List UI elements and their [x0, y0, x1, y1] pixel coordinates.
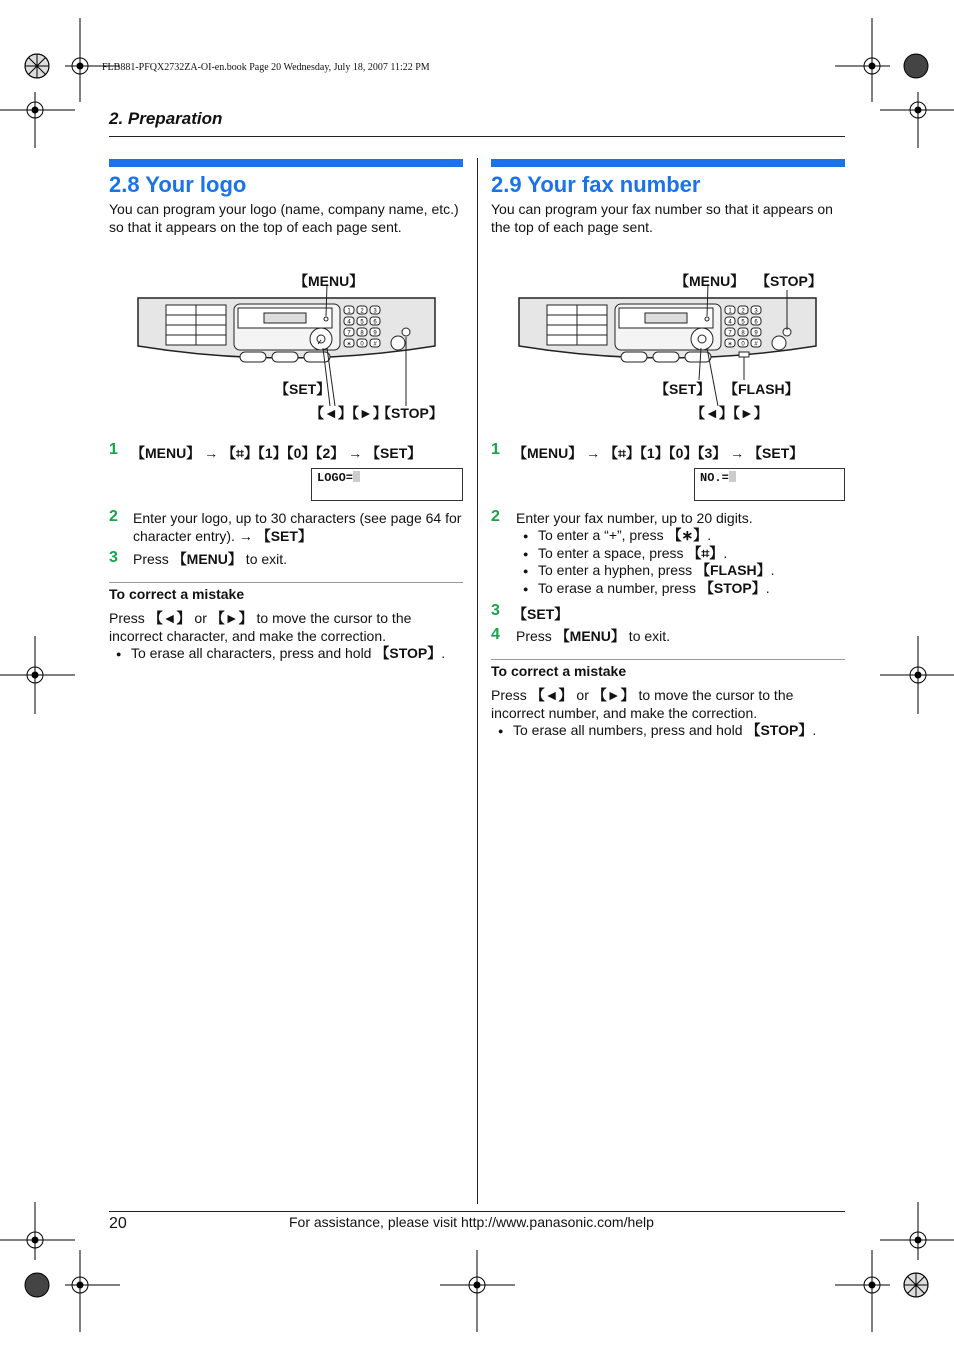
step4-text-fax [516, 628, 670, 646]
step-number: 4 [491, 626, 500, 643]
label-flash-right: 【FLASH】 [724, 381, 799, 397]
correct-text-left [109, 610, 465, 645]
lcd-display-fax [694, 468, 845, 501]
step1-sequence-logo: 【MENU】 → 【⌗】【1】【0】【2】 → 【SET】 [131, 445, 422, 461]
list-item [516, 580, 846, 598]
column-divider [477, 158, 478, 1204]
section-title-logo: 2.8 Your logo [109, 172, 247, 197]
crosshair-icon [0, 636, 75, 714]
correct-key-right-arrow: 【►】 [210, 610, 253, 626]
bullet-pre: To enter a space, press [538, 544, 688, 561]
step2-text-a: Enter your logo, up to 30 characters (see page 64 for character entry). [133, 510, 462, 544]
bullet-pre: To erase all numbers, press and hold [513, 722, 747, 738]
title-bar-left [109, 159, 463, 167]
label-arrows-right: 【◄】【►】 [691, 405, 768, 421]
bullet-key: 【STOP】 [375, 645, 442, 661]
bullet-pre: To erase a number, press [538, 579, 700, 596]
step4-pre: Press [516, 628, 556, 644]
crosshair-icon [880, 1202, 954, 1260]
correct-or: or [572, 687, 593, 703]
step-number: 2 [109, 508, 118, 525]
bullet-post: . [770, 562, 775, 578]
step-number: 2 [491, 508, 500, 525]
step3-key: 【MENU】 [172, 551, 242, 567]
assistance-text: For assistance, please visit http://www.panasonic.com/help [289, 1214, 654, 1230]
step-number: 1 [109, 441, 118, 458]
bullet-key: 【FLASH】 [696, 562, 771, 578]
keypad-key-label: 3 [373, 308, 377, 315]
correct-title-left: To correct a mistake [109, 586, 245, 602]
bullet-pre: To enter a hyphen, press [538, 562, 696, 578]
color-rosette-icon [904, 54, 928, 78]
step-number: 1 [491, 441, 500, 458]
step3-text-logo [133, 551, 287, 569]
crosshair-icon [65, 1250, 120, 1332]
lcd-cursor [353, 471, 360, 482]
bullet-pre: To enter a “+”, press [538, 527, 668, 543]
crosshair-icon [0, 92, 75, 148]
list-item [516, 562, 846, 580]
keypad-key-label: 4 [347, 319, 351, 326]
step2-text-logo [133, 510, 465, 545]
keypad-key-label: 9 [754, 330, 758, 337]
intro-text-logo: You can program your logo (name, company name, etc.) so that it appears on the top of each page sent. [109, 201, 459, 235]
footer-rule [109, 1211, 845, 1212]
title-bar-right [491, 159, 845, 167]
keypad-key-label: ∗ [346, 341, 352, 348]
keypad-key-label: 8 [360, 330, 364, 337]
label-stop-left: 【STOP】 [377, 405, 443, 421]
intro-text-fax-number: You can program your fax number so that it appears on the top of each page sent. [491, 201, 833, 235]
bullet-post: . [812, 722, 817, 738]
crop-info: FLB881-PFQX2732ZA-OI-en.book Page 20 Wednesday, July 18, 2007 11:22 PM [102, 62, 430, 73]
keypad-key-label: # [754, 341, 758, 348]
crosshair-icon [880, 636, 954, 714]
keypad-key-label: # [373, 341, 377, 348]
color-rosette-icon [904, 1273, 928, 1297]
bullet-key: 【STOP】 [699, 579, 766, 596]
step4-post: to exit. [624, 628, 671, 644]
lcd-text: LOGO= [317, 471, 354, 485]
page-number: 20 [109, 1215, 127, 1232]
lcd-text: NO.= [700, 471, 729, 485]
correct-pre: Press [491, 687, 531, 703]
bullet-post: . [765, 579, 770, 596]
color-rosette-icon [25, 54, 49, 78]
color-rosette-icon [25, 1273, 49, 1297]
bullet-pre: To erase all characters, press and hold [131, 645, 376, 661]
label-stop-right: 【STOP】 [756, 273, 822, 289]
step2-bullets-fax [516, 527, 846, 597]
keypad-key-label: 3 [754, 308, 758, 315]
list-item [516, 527, 846, 545]
correct-key-left-arrow: 【◄】 [530, 687, 573, 703]
lcd-display-logo [311, 468, 463, 501]
keypad-key-label: 5 [360, 319, 364, 326]
keypad-key-label: 1 [728, 308, 732, 315]
keypad-key-label: 6 [754, 319, 758, 326]
label-arrows-left: 【◄】【►】 [310, 405, 387, 421]
crosshair-icon [65, 18, 120, 102]
correct-pre: Press [109, 610, 149, 626]
step3-key-fax: 【SET】 [513, 606, 569, 622]
list-item [109, 645, 465, 663]
correct-divider-left [109, 582, 463, 583]
bullet-key: 【STOP】 [746, 722, 813, 738]
correct-title-right: To correct a mistake [491, 663, 627, 679]
list-item [491, 722, 847, 740]
step3-post: to exit. [241, 551, 288, 567]
correct-key-right-arrow: 【►】 [592, 687, 635, 703]
keypad-key-label: 8 [741, 330, 745, 337]
correct-divider-right [491, 659, 845, 660]
correct-post: to move the cursor to the incorrect number, and make the correction. [491, 687, 794, 721]
keypad-key-label: 0 [360, 341, 364, 348]
keypad-key-label: 7 [728, 330, 732, 337]
crosshair-icon [835, 18, 890, 102]
keypad-key-label: 9 [373, 330, 377, 337]
bullet-key: 【∗】 [667, 527, 708, 543]
section-title-fax-number: 2.9 Your fax number [491, 172, 701, 197]
correct-or: or [190, 610, 211, 626]
label-set-left: 【SET】 [275, 381, 331, 397]
crosshair-icon [835, 1250, 890, 1332]
bullet-post: . [707, 527, 712, 543]
section-header: 2. Preparation [109, 109, 223, 128]
correct-text-right [491, 687, 847, 722]
keypad-key-label: 1 [347, 308, 351, 315]
list-item [516, 545, 846, 563]
keypad-key-label: ∗ [727, 341, 733, 348]
step1-sequence-fax: 【MENU】 → 【⌗】【1】【0】【3】 → 【SET】 [513, 445, 804, 461]
step3-pre: Press [133, 551, 173, 567]
crosshair-icon [880, 92, 954, 148]
keypad-key-label: 4 [728, 319, 732, 326]
keypad-key-label: 6 [373, 319, 377, 326]
header-rule [109, 136, 845, 137]
bullet-post: . [441, 645, 446, 661]
label-set-right: 【SET】 [655, 381, 711, 397]
step-number: 3 [109, 549, 118, 566]
correct-key-left-arrow: 【◄】 [148, 610, 191, 626]
keypad-key-label: 2 [360, 308, 364, 315]
correct-post: to move the cursor to the incorrect character, and make the correction. [109, 610, 412, 644]
label-menu-left: 【MENU】 [294, 273, 364, 289]
step-number: 3 [491, 602, 500, 619]
bullet-key: 【⌗】 [687, 544, 724, 561]
correct-bullets-left [109, 645, 465, 663]
crosshair-icon [0, 1202, 75, 1260]
keypad-key-label: 7 [347, 330, 351, 337]
step2-text-fax: Enter your fax number, up to 20 digits. [516, 510, 753, 526]
bullet-post: . [723, 544, 728, 561]
label-menu-right: 【MENU】 [675, 273, 745, 289]
keypad-key-label: 2 [741, 308, 745, 315]
step2-key: → 【SET】 [234, 527, 312, 544]
keypad-key-label: 5 [741, 319, 745, 326]
keypad-key-label: 0 [741, 341, 745, 348]
lcd-cursor [729, 471, 736, 482]
correct-bullets-right [491, 722, 847, 740]
crosshair-icon [440, 1250, 515, 1332]
step4-key: 【MENU】 [555, 628, 625, 644]
